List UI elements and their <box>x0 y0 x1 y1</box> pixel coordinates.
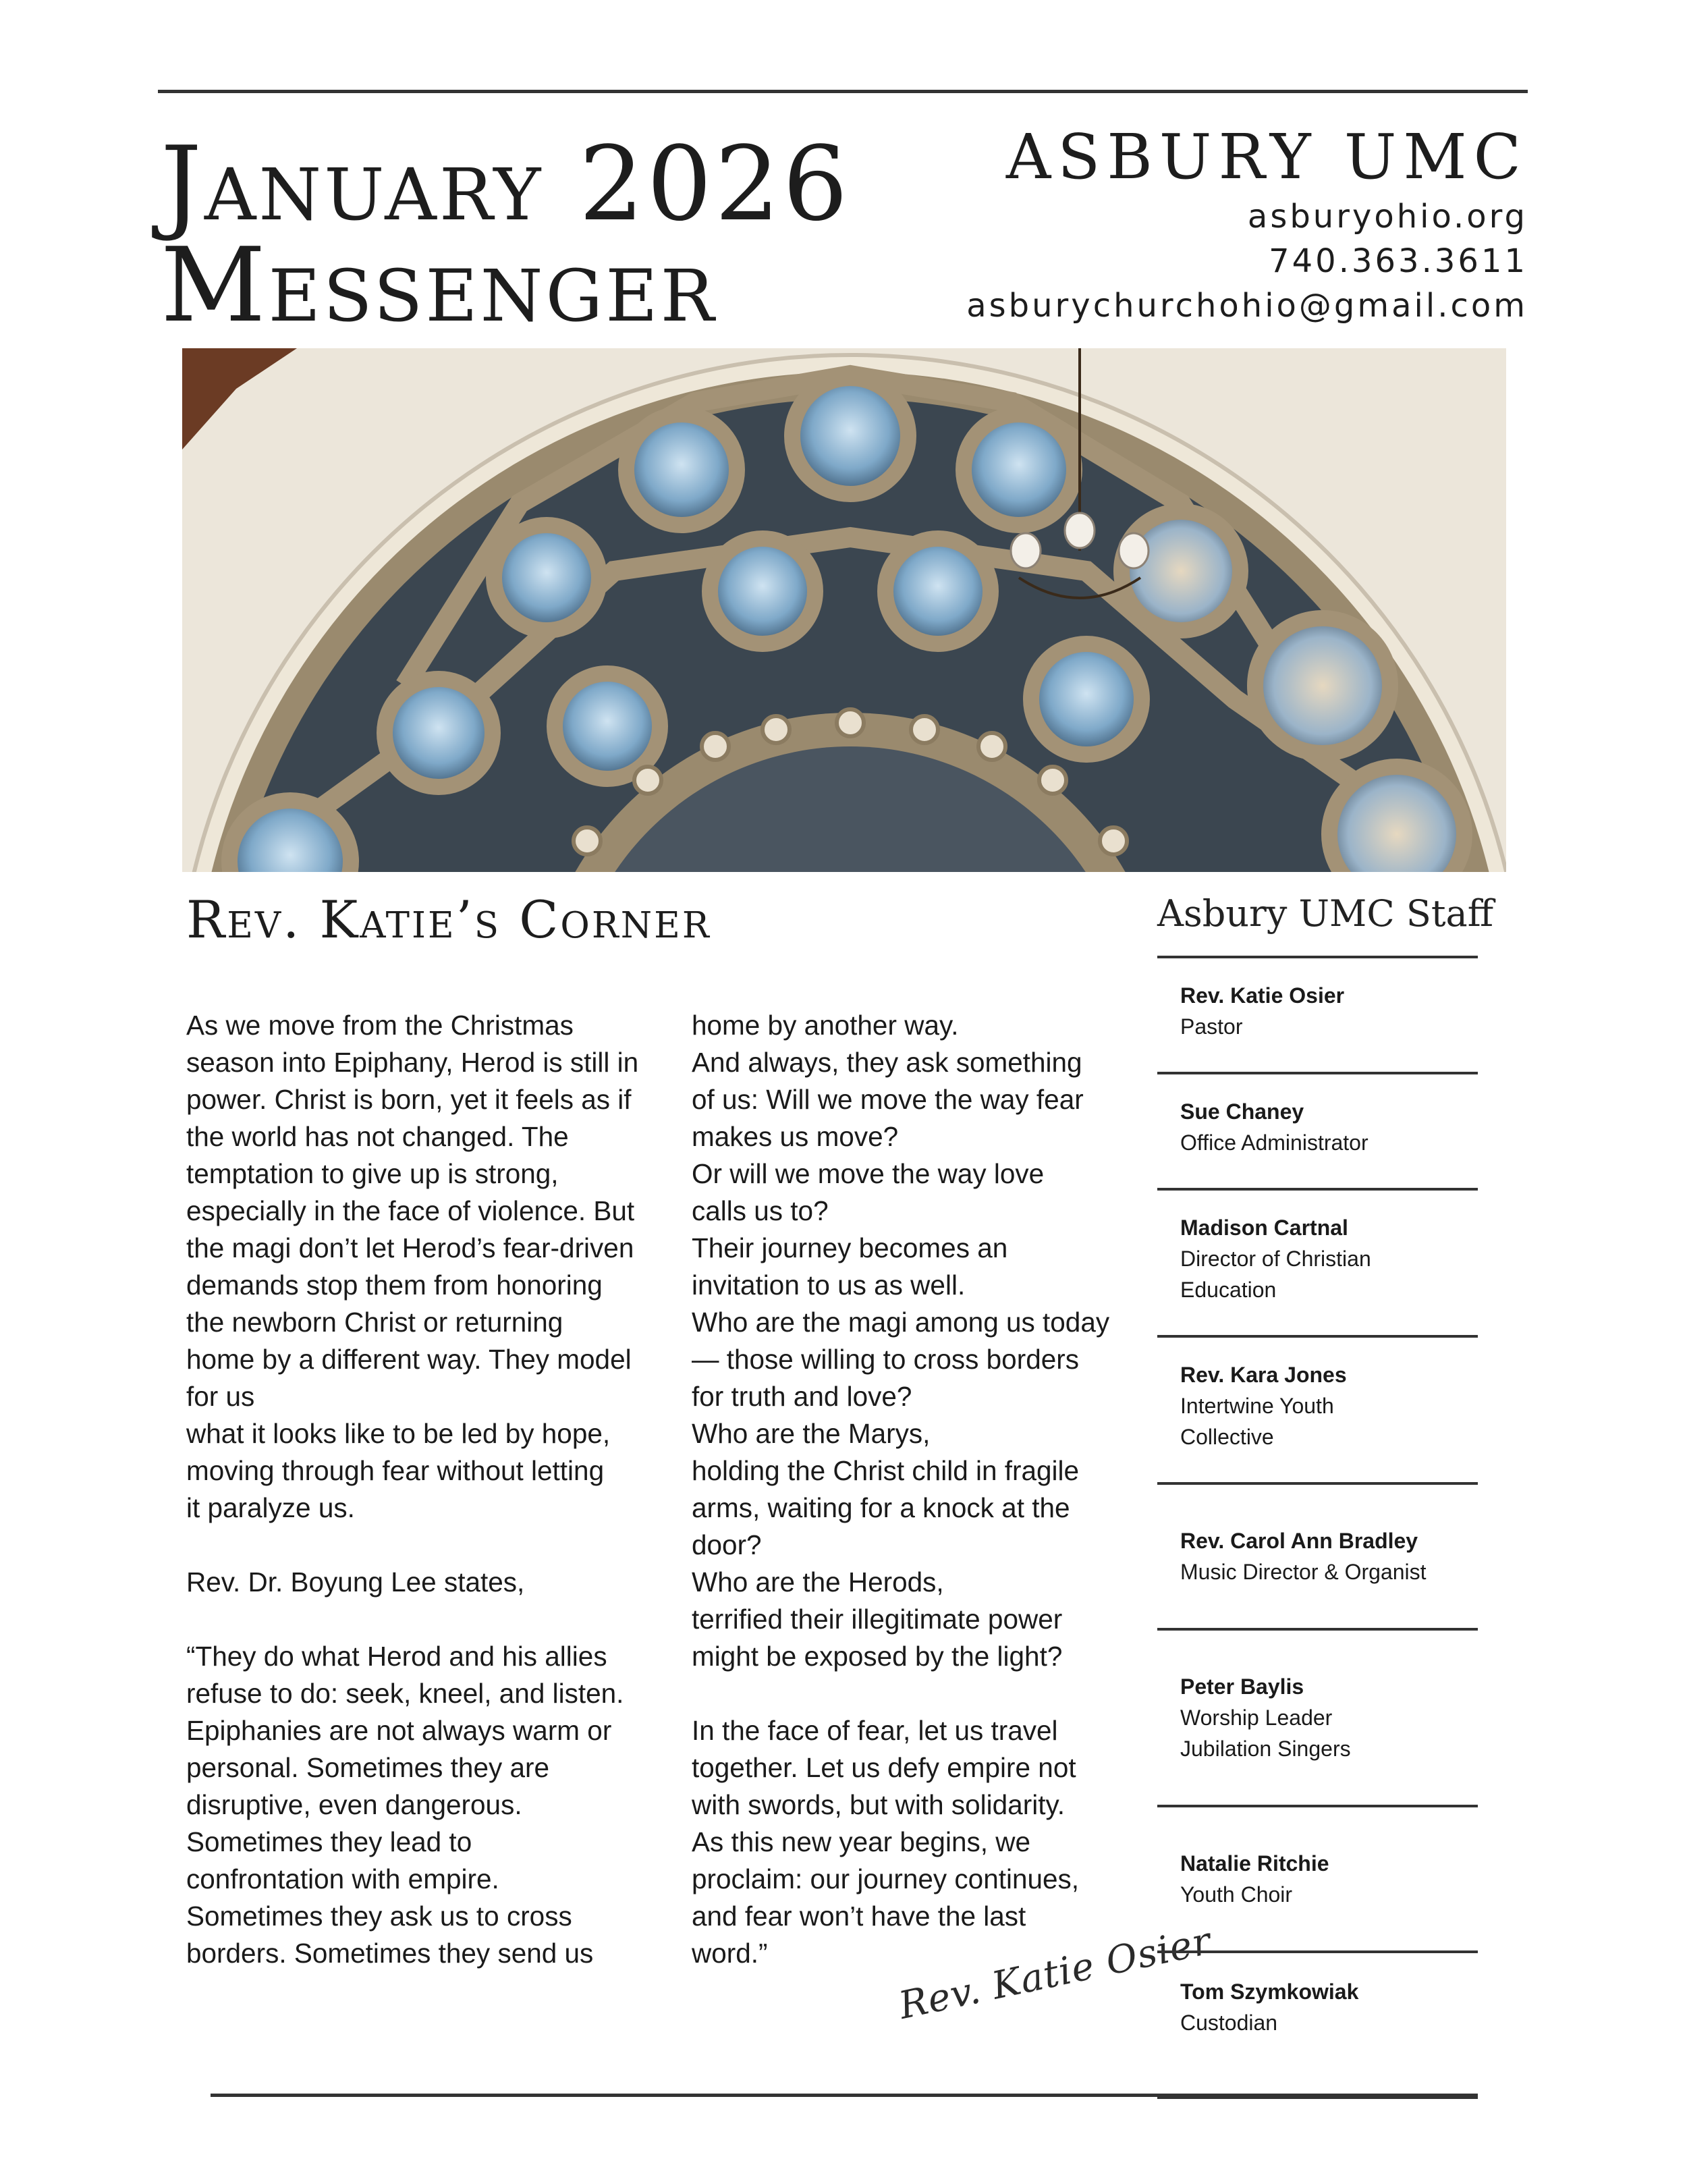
bottom-divider <box>211 2094 1478 2097</box>
staff-role: Youth Choir <box>1180 1882 1293 1907</box>
staff-member <box>1157 1072 1478 1189</box>
staff-member <box>1157 1628 1478 1805</box>
hero-photo <box>182 348 1506 872</box>
church-contact-block <box>966 120 1528 328</box>
staff-name: Tom Szymkowiak <box>1180 1980 1359 2004</box>
staff-member <box>1157 1950 1478 2099</box>
staff-role: Music Director & Organist <box>1180 1560 1427 1584</box>
article-quote-continued: home by another way. And always, they ask something of us: Will we move the way fear makes us move? Or will we move the way love calls us to? Their journey becomes an invitation to us as well. Who are the magi among us today — those willing to cross borders for truth and love? Who are the Marys, holding the Christ child in fragile arms, waiting for a knock at the door? Who are the Herods, terrified their illegitimate power might be exposed by the light? <box>692 1010 1110 1672</box>
article-left-column <box>186 1007 672 1972</box>
stained-glass-rose-window-icon <box>182 348 1506 872</box>
website-link[interactable]: asburyohio.org <box>1247 198 1528 236</box>
phone-number: 740.363.3611 <box>1269 242 1528 280</box>
staff-name: Natalie Ritchie <box>1180 1851 1329 1876</box>
pastor-signature: Rev. Katie Osier <box>895 1919 1215 2028</box>
staff-sidebar <box>1157 885 1494 2035</box>
staff-member <box>1157 1188 1478 1336</box>
section-heading: Rev. Katie’s Corner <box>186 890 711 950</box>
top-divider <box>158 90 1528 93</box>
staff-member <box>1157 1335 1478 1483</box>
article-quote-closing: In the face of fear, let us travel together. Let us defy empire not with swords, but with solidarity. As this new year begins, we proclaim: our journey continues, and fear won’t have the last word.” <box>692 1715 1080 1969</box>
staff-name: Peter Baylis <box>1180 1674 1304 1699</box>
staff-role: Director of Christian Education <box>1180 1247 1371 1302</box>
article-paragraph: Rev. Dr. Boyung Lee states, <box>186 1566 525 1598</box>
staff-member <box>1157 1805 1478 1952</box>
staff-name: Rev. Kara Jones <box>1180 1363 1347 1387</box>
article-quote: “They do what Herod and his allies refuse to do: seek, kneel, and listen. Epiphanies are not always warm or personal. Sometimes they are disruptive, even dangerous. Sometimes they lead to confrontation with empire. Sometimes they ask us to cross borders. Sometimes they send us <box>186 1641 624 1969</box>
staff-heading: Asbury UMC Staff <box>1157 892 1494 935</box>
staff-name: Sue Chaney <box>1180 1099 1304 1124</box>
email-link[interactable]: asburychurchohio@gmail.com <box>966 287 1528 325</box>
staff-role: Pastor <box>1180 1014 1243 1039</box>
staff-member <box>1157 1482 1478 1629</box>
church-name: ASBURY UMC <box>1005 121 1528 193</box>
title-line-1: January 2026 <box>161 124 851 244</box>
article-paragraph: As we move from the Christmas season into Epiphany, Herod is still in power. Christ is born, yet it feels as if the world has not changed. The temptation to give up is strong, especially in the face of violence. But the magi don’t let Herod’s fear-driven demands stop them from honoring the newborn Christ or returning home by a different way. They model for us what it looks like to be led by hope, moving through fear without letting it paralyze us. <box>186 1010 639 1523</box>
staff-member <box>1157 956 1478 1073</box>
staff-role: Intertwine Youth Collective <box>1180 1394 1334 1449</box>
title-line-2: Messenger <box>161 225 717 345</box>
staff-name: Madison Cartnal <box>1180 1216 1348 1240</box>
staff-role: Worship Leader Jubilation Singers <box>1180 1705 1351 1761</box>
staff-name: Rev. Carol Ann Bradley <box>1180 1529 1418 1553</box>
newsletter-title <box>161 124 851 345</box>
staff-name: Rev. Katie Osier <box>1180 983 1345 1008</box>
staff-role: Office Administrator <box>1180 1130 1368 1155</box>
article-right-column <box>692 1007 1124 1972</box>
staff-role: Custodian <box>1180 2011 1278 2035</box>
